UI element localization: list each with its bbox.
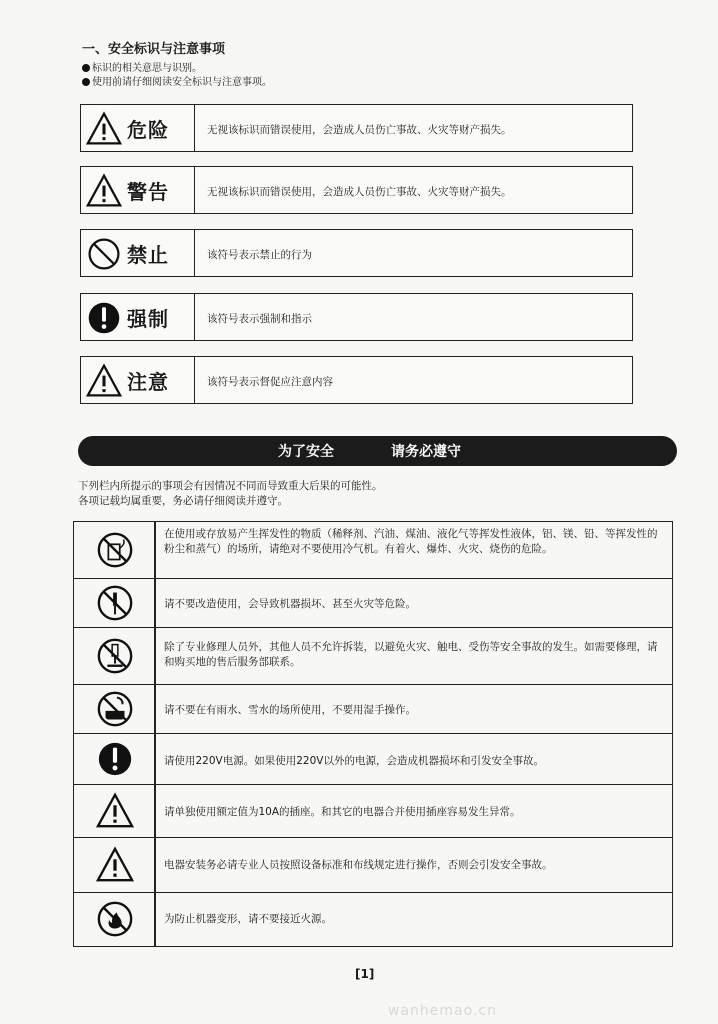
rule-text: 电器安装务必请专业人员按照设备标准和布线规定进行操作，否则会引发安全事故。 [164,859,553,871]
sign-mandatory [80,293,633,341]
lead-line-1: 下列栏内所提示的事项会有因情况不同而导致重大后果的可能性。 [78,480,383,492]
table-row [74,838,672,893]
table-row [74,734,672,785]
no-flammable-icon [96,531,134,569]
sign-label: 注意 [127,370,169,394]
no-fire-icon [96,900,134,938]
sign-description: 该符号表示禁止的行为 [207,249,312,261]
banner-text-1: 为了安全 [278,444,334,460]
rule-text: 为防止机器变形，请不要接近火源。 [164,913,332,925]
warning-triangle-icon [96,792,134,830]
section-title: 一、安全标识与注意事项 [82,42,226,57]
rule-text: 请单独使用额定值为10A的插座。和其它的电器合并使用插座容易发生异常。 [164,806,521,818]
sign-description: 无视该标识而错误使用，会造成人员伤亡事故、火灾等财产损失。 [207,124,512,136]
sign-label-cell [81,294,195,340]
no-modify-icon [96,584,134,622]
sign-danger [80,104,633,152]
rule-text: 请不要改造使用，会导致机器损坏、甚至火灾等危险。 [164,598,416,610]
watermark: wanhemao.cn [388,1003,497,1019]
sign-label-cell [81,167,195,213]
sign-label: 禁止 [127,243,169,267]
intro-bullet-text: 标识的相关意思与识别。 [92,63,202,74]
prohibited-circle-icon [86,236,122,272]
sign-label: 危险 [127,118,169,142]
table-row [74,685,672,734]
sign-label: 强制 [127,307,169,331]
rule-text: 请使用220V电源。如果使用220V以外的电源，会造成机器损坏和引发安全事故。 [164,755,544,767]
no-water-icon [96,690,134,728]
intro-bullet-text: 使用前请仔细阅读安全标识与注意事项。 [92,77,272,88]
sign-description: 该符号表示强制和指示 [207,313,312,325]
rule-text: 在使用或存放易产生挥发性的物质（稀释剂、汽油、煤油、液化气等挥发性液体，铝、镁、铅、等挥发性的粉尘和蒸气）的场所，请绝对不要使用冷气机。有着火、爆炸、火灾、烧伤的危险。 [164,528,658,555]
bullet-dot [82,64,90,72]
mandatory-exclamation-icon [96,740,134,778]
table-row [74,893,672,945]
intro-bullet-2 [82,76,272,89]
lead-line-2: 各项记载均属重要，务必请仔细阅读并遵守。 [78,495,288,507]
sign-label-cell [81,230,195,276]
sign-label-cell [81,357,195,403]
rule-text: 除了专业修理人员外，其他人员不允许拆装，以避免火灾、触电、受伤等安全事故的发生。如需要修理，请和购买地的售后服务部联系。 [164,641,658,668]
table-row [74,785,672,838]
sign-label: 警告 [127,180,169,204]
table-row [74,628,672,685]
warning-triangle-icon [96,846,134,884]
warning-triangle-icon [86,363,122,399]
rules-table [73,521,673,947]
page-number: [1] [355,967,375,981]
warning-triangle-icon [86,173,122,209]
sign-label-cell [81,105,195,151]
sign-description: 无视该标识而错误使用，会造成人员伤亡事故、火灾等财产损失。 [207,186,512,198]
mandatory-exclamation-icon [86,300,122,336]
warning-triangle-icon [86,111,122,147]
table-row [74,579,672,628]
rule-text: 请不要在有雨水、雪水的场所使用，不要用湿手操作。 [164,704,416,716]
banner-text-2: 请务必遵守 [391,444,461,460]
sign-caution [80,356,633,404]
sign-prohibited [80,229,633,277]
sign-description: 该符号表示督促应注意内容 [207,376,333,388]
table-row [74,522,672,579]
sign-warning [80,166,633,214]
no-disassemble-icon [96,637,134,675]
bullet-dot [82,78,90,86]
safety-banner [78,436,677,466]
intro-bullet-1 [82,62,202,75]
